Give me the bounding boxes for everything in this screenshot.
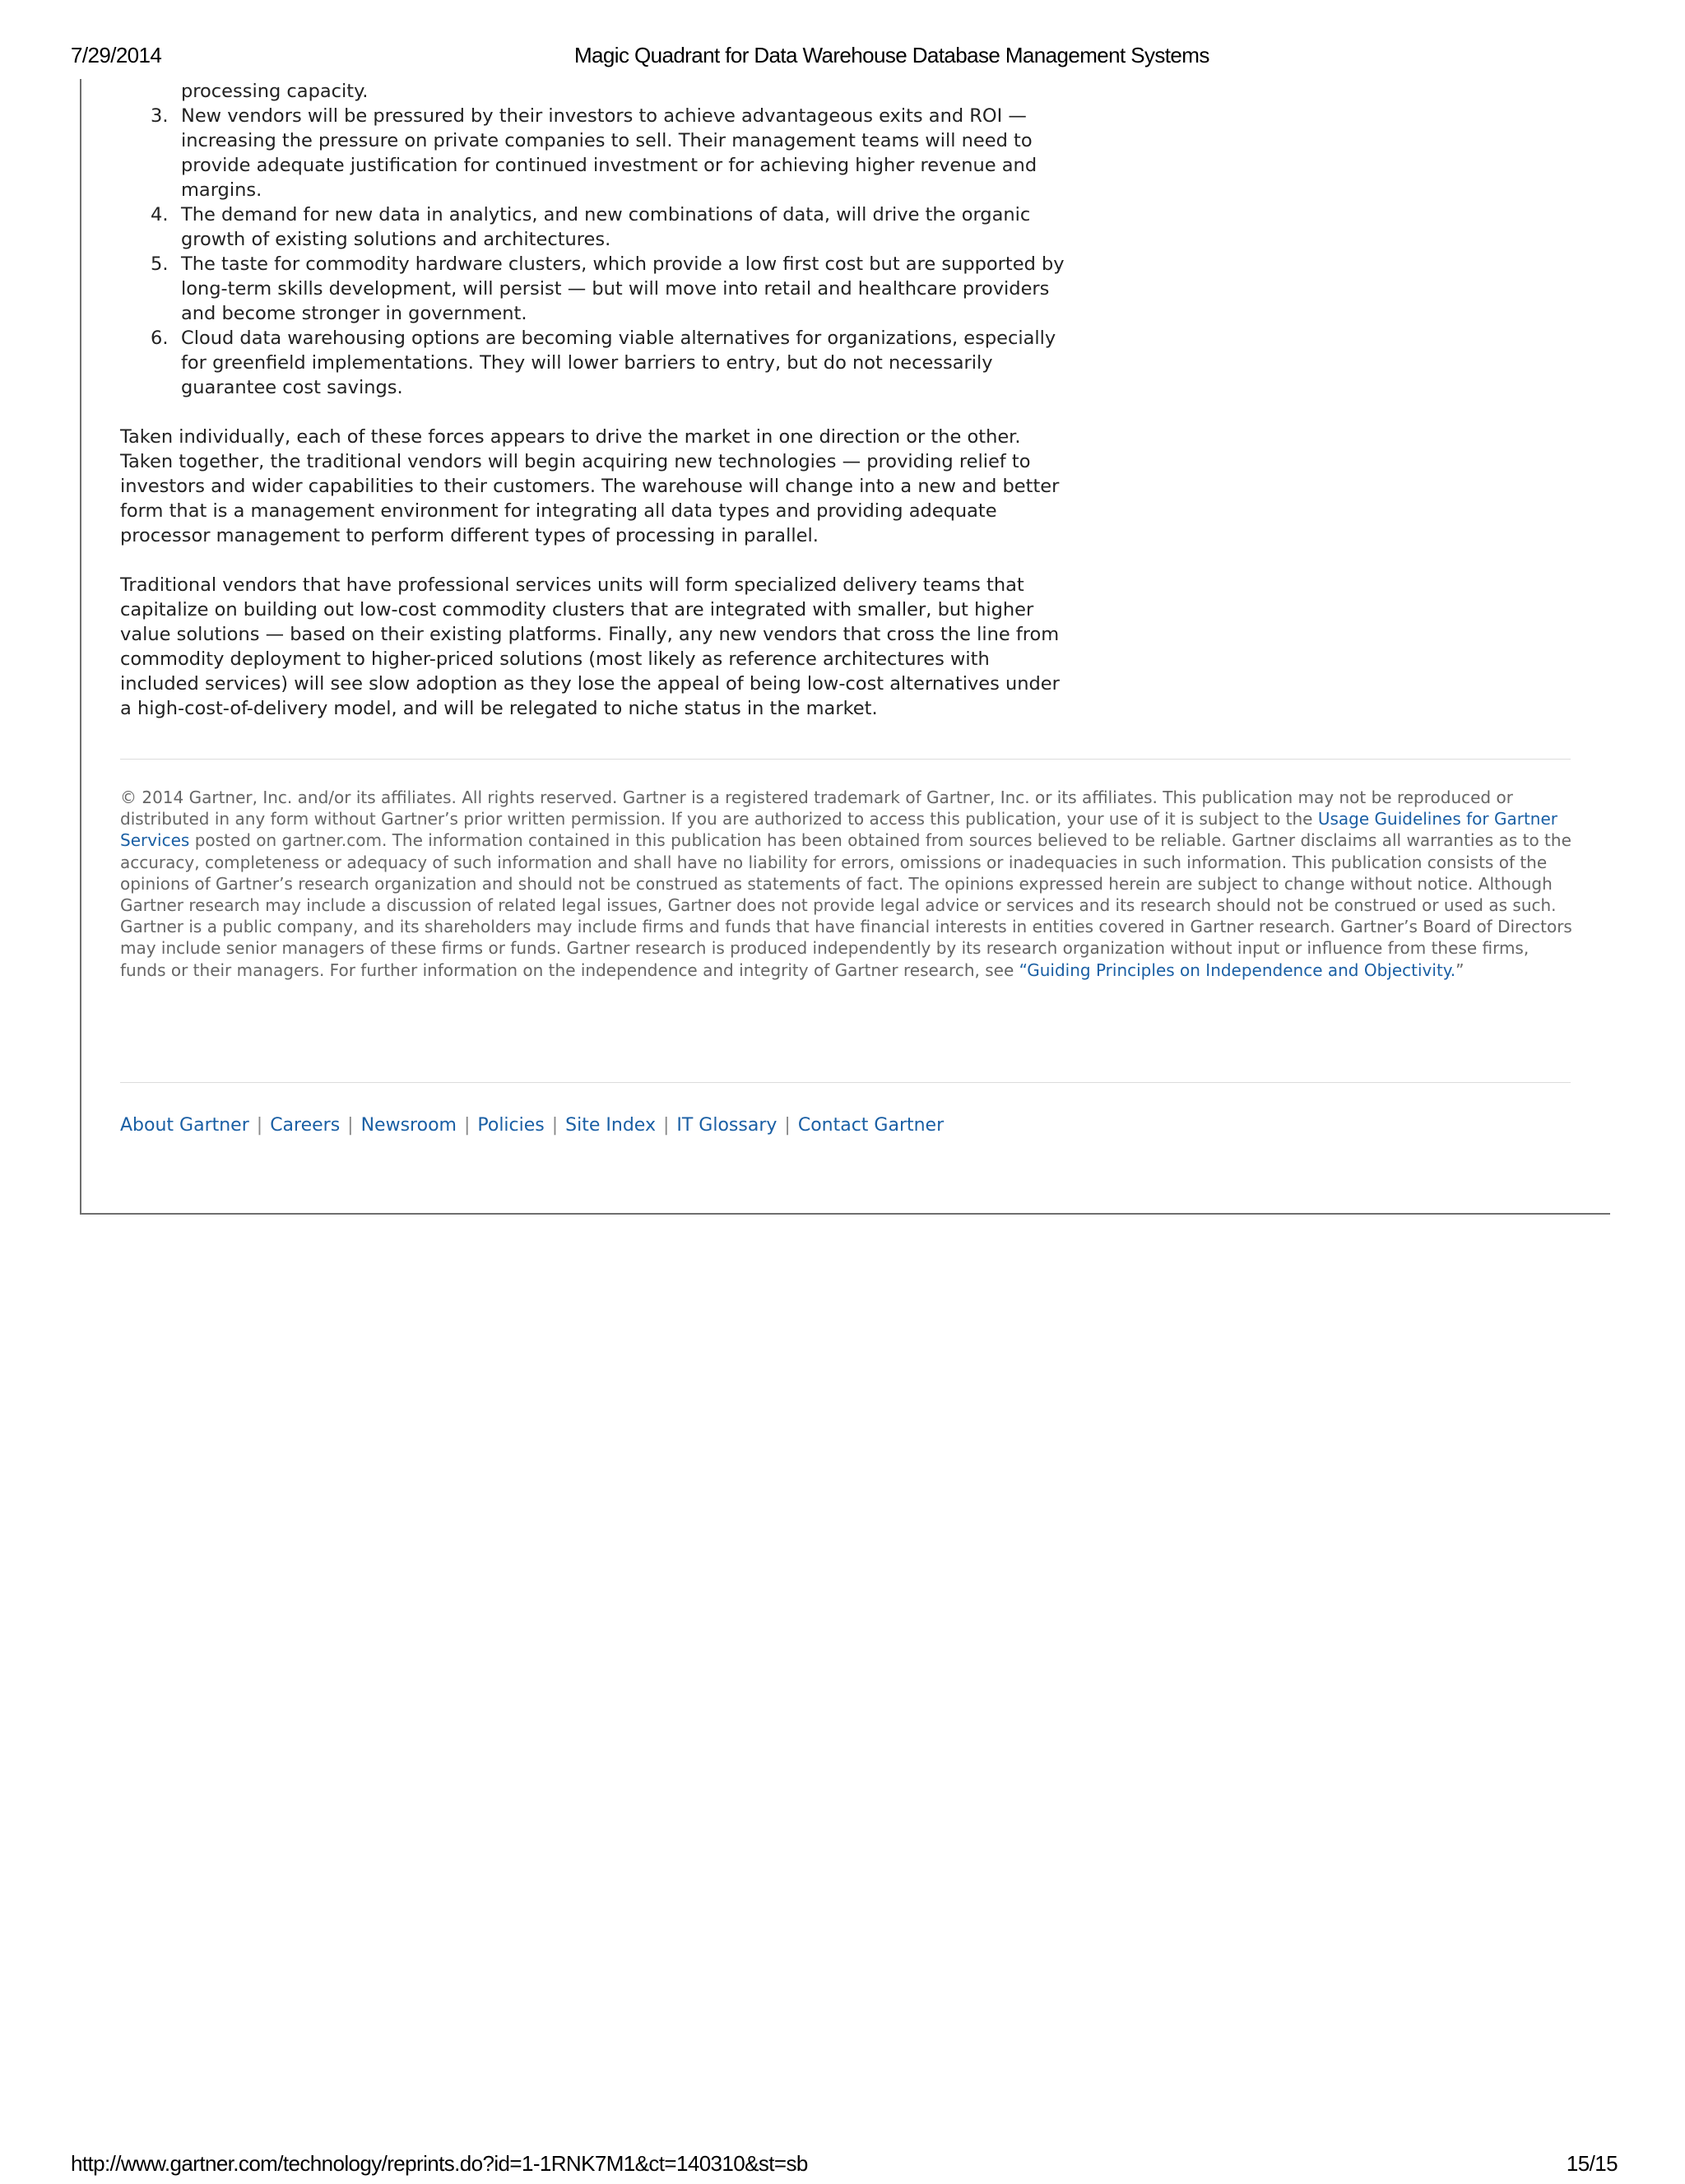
it-glossary-link[interactable]: IT Glossary <box>676 1115 778 1136</box>
print-page-title: Magic Quadrant for Data Warehouse Database Management Systems <box>574 43 1209 67</box>
print-footer <box>71 2151 1618 2184</box>
site-index-link[interactable]: Site Index <box>565 1115 656 1136</box>
list-item-text: The taste for commodity hardware clusters, which provide a low first cost but are supported by long-term skills development, will persist — but will move into retail and healthcare providers and become stronger in government. <box>181 253 1065 324</box>
link-separator: | <box>784 1115 791 1136</box>
list-item <box>151 104 1066 202</box>
link-separator: | <box>347 1115 354 1136</box>
list-item-number: 6. <box>151 328 169 349</box>
list-item-text: processing capacity. <box>181 81 369 102</box>
about-gartner-link[interactable]: About Gartner <box>120 1115 249 1136</box>
legal-text: ” <box>1455 960 1465 980</box>
list-item <box>151 326 1066 400</box>
link-separator: | <box>551 1115 559 1136</box>
link-separator: | <box>463 1115 471 1136</box>
copyright-notice <box>120 787 1573 981</box>
link-separator: | <box>256 1115 263 1136</box>
list-item-text: The demand for new data in analytics, and new combinations of data, will drive the organic growth of existing solutions and architectures. <box>181 204 1031 250</box>
careers-link[interactable]: Careers <box>270 1115 341 1136</box>
divider <box>120 1082 1571 1083</box>
page-number: 15/15 <box>1566 2151 1618 2176</box>
legal-text: posted on gartner.com. The information contained in this publication has been obtained from sources believed to be reliable. Gartner disclaims all warranties as to the accuracy, completeness or adequacy of such information and shall have no liability for errors, omissions or inadequacies in such information. This publication consists of the opinions of Gartner’s research organization and should not be construed as statements of fact. The opinions expressed herein are subject to change without notice. Although Gartner research may include a discussion of related legal issues, Gartner does not provide legal advice or services and its research should not be construed or used as such. Gartner is a public company, and its shareholders may include firms and funds that have financial interests in entities covered in Gartner research. Gartner’s Board of Directors may include senior managers of these firms or funds. Gartner research is produced independently by its research organization without input or influence from these firms, funds or their managers. For further information on the independence and integrity of Gartner research, see <box>120 830 1572 980</box>
contact-gartner-link[interactable]: Contact Gartner <box>797 1115 945 1136</box>
list-item-number: 5. <box>151 253 169 275</box>
list-item-number: 4. <box>151 204 169 225</box>
guiding-principles-link[interactable]: “Guiding Principles on Independence and Objectivity. <box>1019 960 1456 980</box>
print-header <box>71 43 1618 76</box>
list-item <box>151 252 1066 326</box>
forces-list <box>120 79 1066 400</box>
usage-guidelines-link[interactable]: Usage Guidelines for Gartner Services <box>120 809 1557 851</box>
list-item <box>151 202 1066 252</box>
list-item-number: 3. <box>151 105 169 127</box>
newsroom-link[interactable]: Newsroom <box>360 1115 457 1136</box>
legal-text: © 2014 Gartner, Inc. and/or its affiliates. All rights reserved. Gartner is a registered trademark of Gartner, Inc. or its affiliates. This publication may not be reproduced or distributed in any form without Gartner’s prior written permission. If you are authorized to access this publication, your use of it is subject to the <box>120 788 1513 829</box>
list-item-text: New vendors will be pressured by their investors to achieve advantageous exits and ROI — increasing the pressure on private companies to sell. Their management teams will need to provide adequate justification for continued investment or for achieving higher revenue and margins. <box>181 105 1037 201</box>
list-item-continuation <box>181 79 1066 104</box>
link-separator: | <box>662 1115 670 1136</box>
footer-nav <box>120 1114 1107 1137</box>
body-paragraph: Traditional vendors that have professional services units will form specialized delivery teams that capitalize on building out low-cost commodity clusters that are integrated with smaller, but higher value solutions — based on their existing platforms. Finally, any new vendors that cross the line from commodity deployment to higher-priced solutions (most likely as reference architectures with included services) will see slow adoption as they lose the appeal of being low-cost alternatives under a high-cost-of-delivery model, and will be relegated to niche status in the market. <box>120 574 1060 719</box>
print-date: 7/29/2014 <box>71 43 162 67</box>
article-body <box>120 79 1066 721</box>
policies-link[interactable]: Policies <box>477 1115 545 1136</box>
list-item-text: Cloud data warehousing options are becoming viable alternatives for organizations, especially for greenfield implementations. They will lower barriers to entry, but do not necessarily guarantee cost savings. <box>181 328 1056 398</box>
print-url: http://www.gartner.com/technology/reprints.do?id=1-1RNK7M1&ct=140310&st=sb <box>71 2151 808 2176</box>
body-paragraph: Taken individually, each of these forces appears to drive the market in one direction or the other. Taken together, the traditional vendors will begin acquiring new technologies — providing relief to investors and wider capabilities to their customers. The warehouse will change into a new and better form that is a management environment for integrating all data types and providing adequate processor management to perform different types of processing in parallel. <box>120 426 1060 546</box>
divider <box>120 759 1571 760</box>
